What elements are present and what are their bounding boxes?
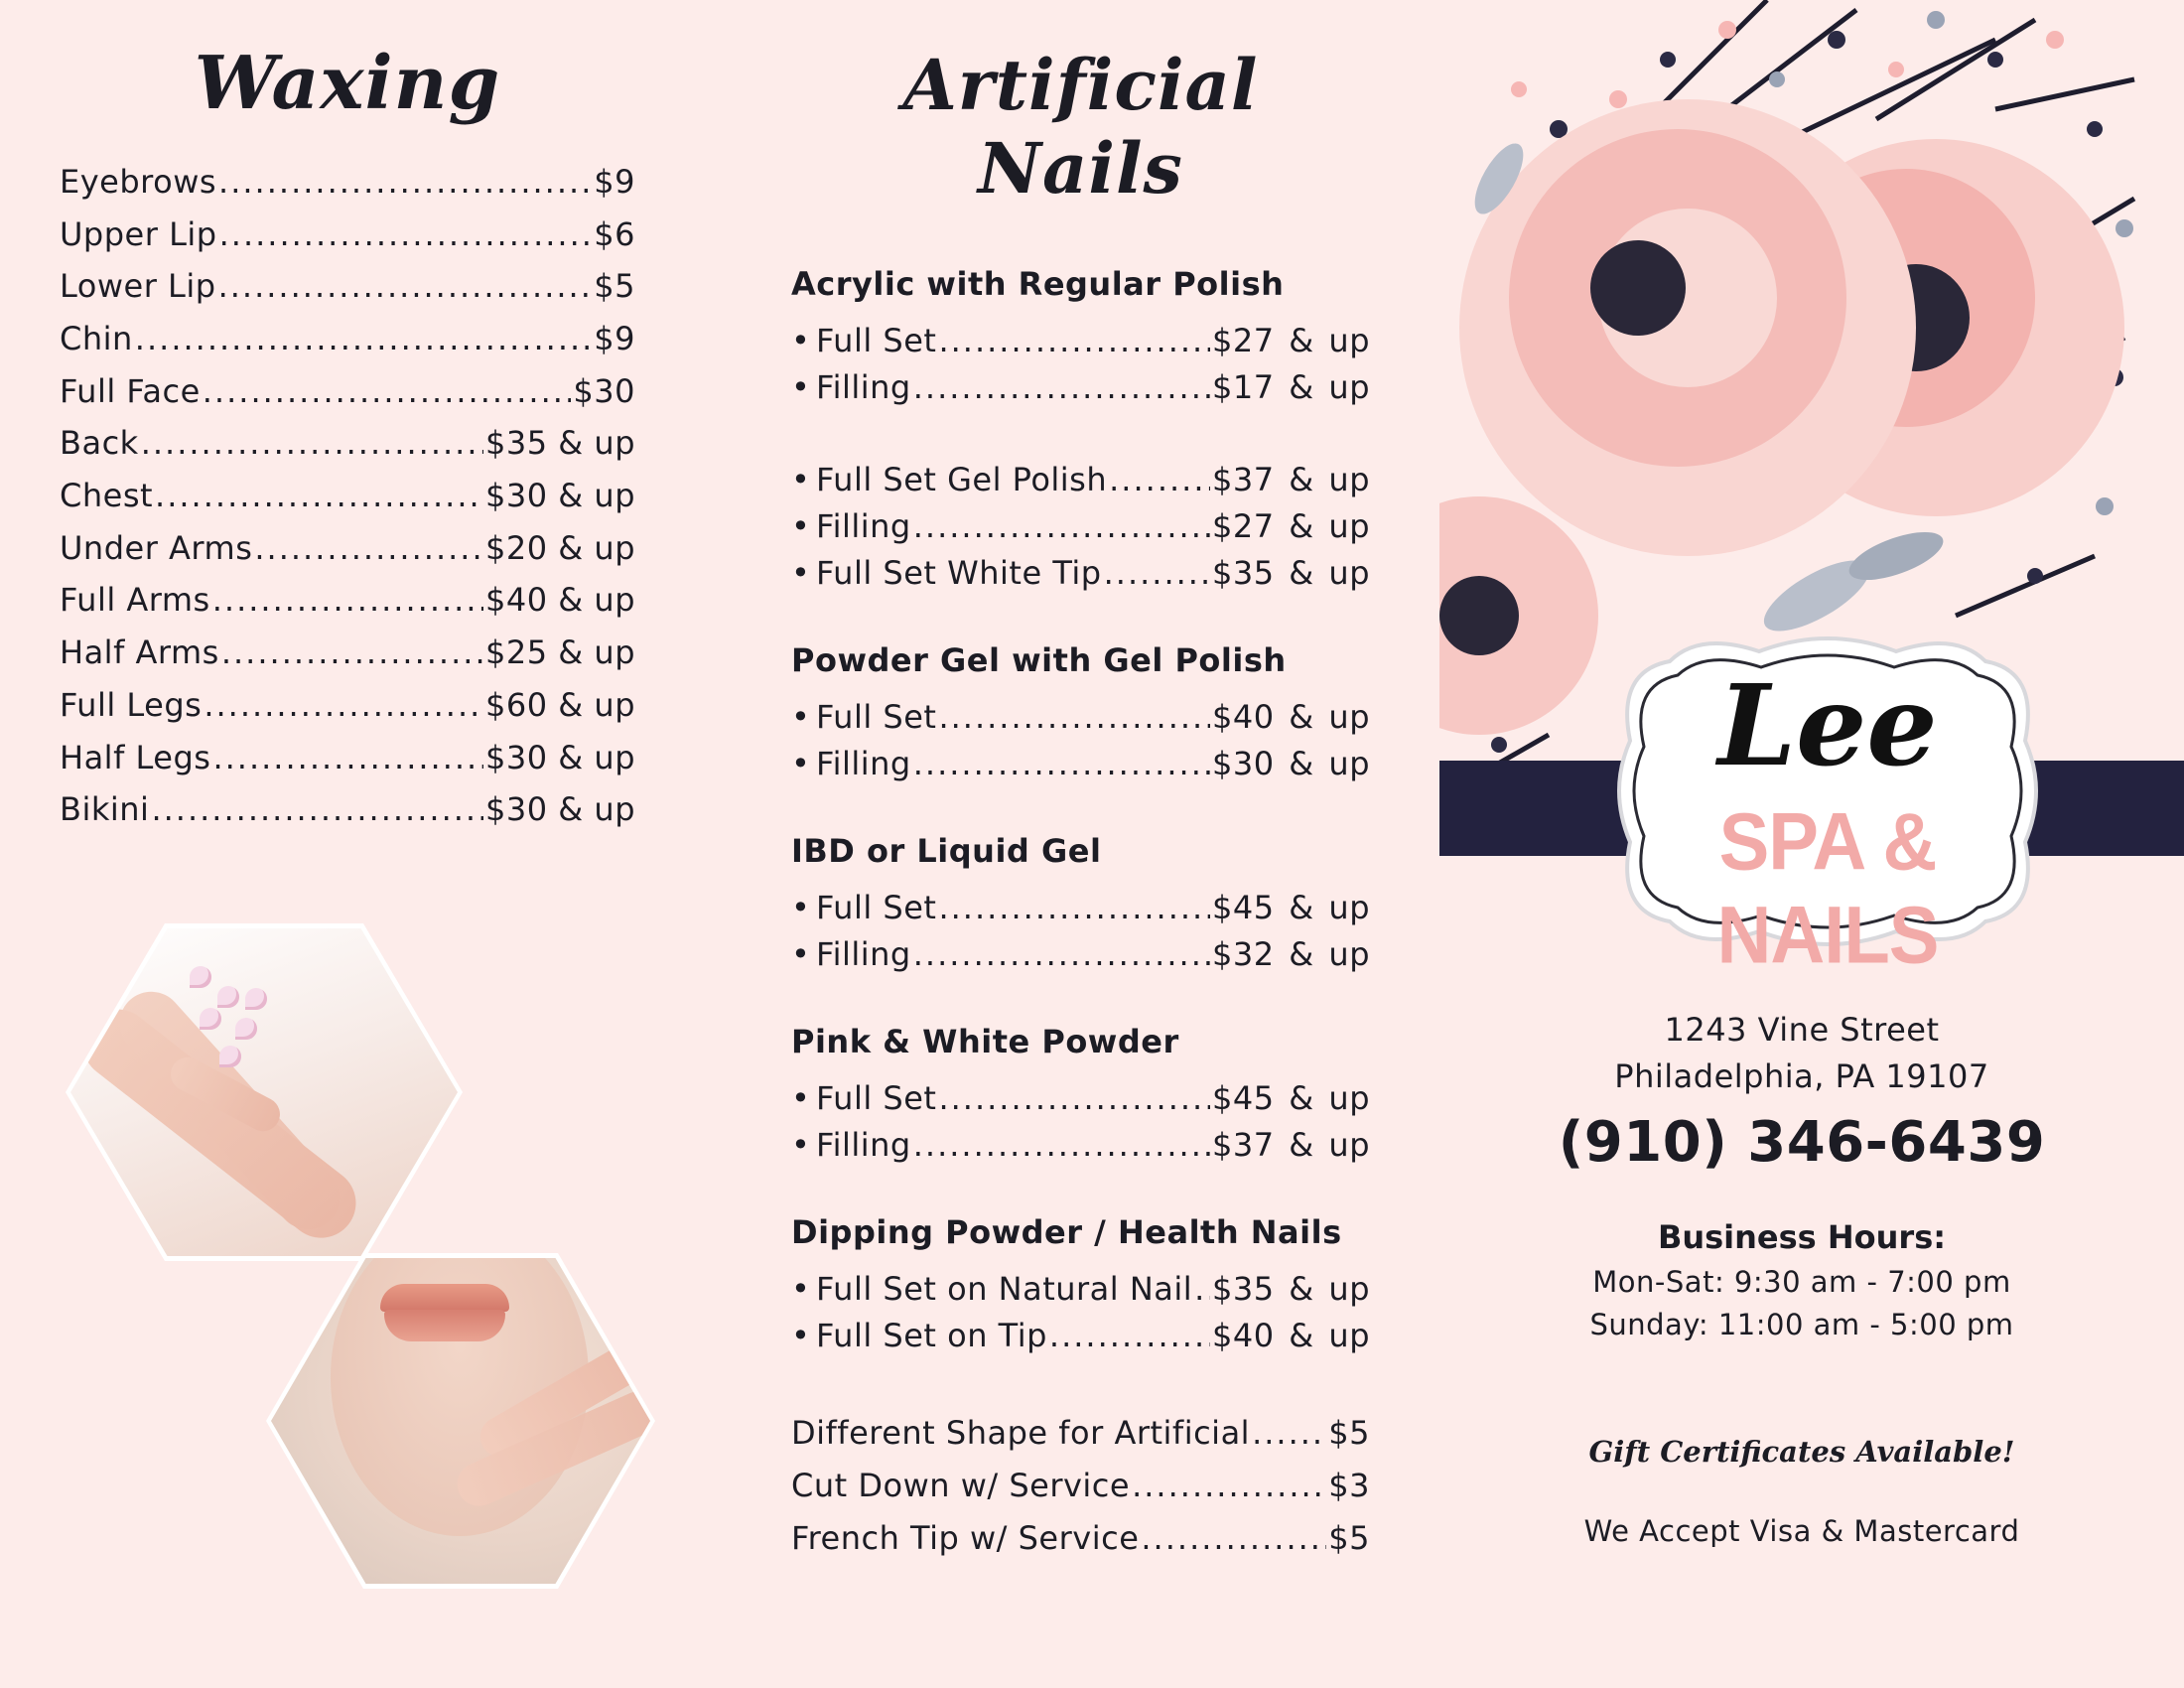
price-row (791, 1313, 1370, 1359)
price-row (791, 1266, 1370, 1313)
service-label: Full Legs (60, 685, 203, 724)
service-label: Half Legs (60, 738, 211, 776)
price-row (60, 732, 635, 784)
orchid-flower (235, 1018, 257, 1040)
photo-frame (271, 1258, 650, 1584)
service-label: Under Arms (60, 528, 253, 567)
price-row (60, 627, 635, 679)
service-label: Different Shape for Artificial (791, 1414, 1251, 1452)
service-label: Filling (816, 935, 911, 973)
flower-center (1590, 240, 1686, 336)
leader-dots (913, 931, 1210, 978)
service-label: Bikini (60, 790, 150, 829)
payment-methods-text: We Accept Visa & Mastercard (1583, 1514, 2020, 1548)
price-row (60, 313, 635, 365)
pink-white-section (791, 1018, 1370, 1169)
leader-dots (913, 1122, 1210, 1169)
photo-frame (70, 928, 458, 1256)
orchid-flower (219, 1046, 241, 1067)
price-row (60, 783, 635, 836)
bullet: • (791, 889, 811, 926)
leader-dots (135, 313, 592, 365)
leader-dots (219, 209, 593, 261)
price-row (791, 931, 1370, 978)
leader-dots (1104, 550, 1210, 597)
dipping-section (791, 1208, 1370, 1359)
waxing-title: Waxing (194, 41, 501, 126)
price-row (60, 522, 635, 575)
service-price: $17 & up (1212, 368, 1370, 406)
service-label: Back (60, 424, 139, 463)
bullet: • (791, 322, 811, 359)
price-row (791, 1512, 1370, 1565)
service-price: $3 (1328, 1467, 1370, 1504)
service-price: $30 (573, 371, 635, 410)
contact-info (1439, 1007, 2164, 1551)
gift-certificates-text: Gift Certificates Available! (1588, 1435, 2015, 1469)
hours-line: Sunday: 11:00 am - 5:00 pm (1589, 1308, 2014, 1341)
branch (1956, 556, 2095, 616)
service-label: Filling (816, 368, 911, 406)
service-label: Full Set Gel Polish (816, 461, 1108, 498)
service-label: Full Set (816, 889, 937, 926)
service-price: $9 (594, 319, 635, 357)
service-label: Full Set (816, 1079, 937, 1117)
service-price: $30 & up (485, 790, 635, 829)
blossom (2087, 121, 2103, 137)
service-price: $35 & up (485, 424, 635, 463)
service-price: $27 & up (1212, 507, 1370, 545)
price-row (791, 694, 1370, 741)
service-label: Upper Lip (60, 214, 217, 253)
blossom (2096, 497, 2114, 515)
service-price: $20 & up (485, 528, 635, 567)
service-label: Full Set on Tip (816, 1317, 1047, 1354)
orchid-flower (245, 988, 267, 1010)
service-label: Full Face (60, 371, 201, 410)
price-row (791, 364, 1370, 411)
service-label: Full Set (816, 322, 937, 359)
service-label: Cut Down w/ Service (791, 1467, 1131, 1504)
leader-dots (1194, 1266, 1210, 1313)
bullet: • (791, 1270, 811, 1308)
blossom (1609, 90, 1627, 108)
branch (1995, 79, 2134, 109)
service-price: $35 & up (1212, 554, 1370, 592)
service-price: $30 & up (485, 738, 635, 776)
logo-spa-nails: SPA & NAILS (1716, 796, 1939, 981)
blossom (1511, 81, 1527, 97)
hours-line: Mon-Sat: 9:30 am - 7:00 pm (1592, 1265, 2011, 1299)
blossom (2116, 219, 2133, 237)
leader-dots (938, 318, 1210, 364)
service-label: Lower Lip (60, 267, 216, 306)
leader-dots (203, 365, 572, 418)
leader-dots (204, 679, 483, 732)
phone-number: (910) 346-6439 (1558, 1110, 2046, 1175)
service-label: Half Arms (60, 633, 219, 672)
legs-orchid-photo (66, 923, 463, 1261)
logo-badge (1610, 632, 2045, 981)
leader-dots (1252, 1407, 1326, 1460)
bullet: • (791, 554, 811, 592)
service-label: French Tip w/ Service (791, 1519, 1140, 1557)
flower-center (1439, 576, 1519, 655)
price-row (60, 156, 635, 209)
service-price: $9 (594, 162, 635, 201)
price-row (60, 365, 635, 418)
price-row (791, 1122, 1370, 1169)
leader-dots (1132, 1460, 1326, 1512)
price-row (60, 679, 635, 732)
leader-dots (212, 574, 483, 627)
service-label: Chin (60, 319, 133, 357)
service-price: $37 & up (1212, 1126, 1370, 1164)
blossom (1769, 71, 1785, 87)
logo-script-text: Lee (1717, 661, 1938, 791)
blossom (2046, 31, 2064, 49)
orchid-flower (200, 1008, 221, 1030)
service-label: Filling (816, 507, 911, 545)
service-label: Filling (816, 1126, 911, 1164)
bullet: • (791, 1126, 811, 1164)
section-heading: Acrylic with Regular Polish (791, 265, 1285, 303)
leader-dots (212, 732, 483, 784)
lower-lip (384, 1310, 505, 1341)
blossom (1491, 737, 1507, 753)
service-price: $35 & up (1212, 1270, 1370, 1308)
service-price: $60 & up (485, 685, 635, 724)
price-row (791, 503, 1370, 550)
address-line-1: 1243 Vine Street (1664, 1011, 1940, 1049)
ibd-section (791, 827, 1370, 978)
price-row (791, 885, 1370, 931)
bullet: • (791, 745, 811, 782)
leader-dots (913, 741, 1210, 787)
bullet: • (791, 1079, 811, 1117)
leader-dots (254, 522, 483, 575)
leader-dots (1141, 1512, 1326, 1565)
price-row (791, 1460, 1370, 1512)
powder-gel-section (791, 636, 1370, 787)
service-label: Full Set on Natural Nail (816, 1270, 1193, 1308)
service-price: $30 & up (485, 477, 635, 515)
price-row (791, 1407, 1370, 1460)
blossom (1987, 52, 2003, 68)
business-hours-title: Business Hours: (1657, 1218, 1947, 1256)
price-row (791, 318, 1370, 364)
waxing-column (60, 40, 635, 836)
artificial-nails-column (791, 44, 1370, 1565)
leader-dots (221, 627, 483, 679)
service-price: $30 & up (1212, 745, 1370, 782)
artificial-nails-title: Artificial Nails (902, 44, 1259, 210)
service-label: Chest (60, 477, 154, 515)
section-heading: Powder Gel with Gel Polish (791, 641, 1287, 679)
leader-dots (151, 783, 483, 836)
leader-dots (141, 417, 483, 470)
service-price: $5 (594, 267, 635, 306)
leader-dots (1109, 457, 1210, 503)
service-price: $45 & up (1212, 889, 1370, 926)
service-price: $40 & up (1212, 1317, 1370, 1354)
poppy-bottom (1439, 496, 1598, 735)
section-heading: IBD or Liquid Gel (791, 832, 1102, 870)
leader-dots (1049, 1313, 1210, 1359)
blossom (1660, 52, 1676, 68)
bullet: • (791, 507, 811, 545)
price-row (60, 209, 635, 261)
poppy-left (1459, 99, 1916, 556)
address-line-2: Philadelphia, PA 19107 (1614, 1057, 1989, 1095)
lips-photo (266, 1253, 655, 1589)
extras-section (791, 1407, 1370, 1565)
bullet: • (791, 935, 811, 973)
blossom (1828, 31, 1845, 49)
leader-dots (218, 260, 593, 313)
price-row (791, 741, 1370, 787)
bullet: • (791, 698, 811, 736)
section-heading: Pink & White Powder (791, 1023, 1179, 1060)
upper-lip (380, 1284, 509, 1312)
bullet: • (791, 461, 811, 498)
price-row (60, 260, 635, 313)
leader-dots (218, 156, 592, 209)
service-label: Full Set (816, 698, 937, 736)
orchid-flower (217, 986, 239, 1008)
leader-dots (938, 1075, 1210, 1122)
service-price: $5 (1328, 1519, 1370, 1557)
bullet: • (791, 368, 811, 406)
section-heading: Dipping Powder / Health Nails (791, 1213, 1342, 1251)
service-label: Full Set White Tip (816, 554, 1102, 592)
price-row (60, 470, 635, 522)
blossom (1888, 62, 1904, 77)
service-label: Filling (816, 745, 911, 782)
leader-dots (155, 470, 483, 522)
brand-column (1439, 0, 2184, 1688)
service-price: $32 & up (1212, 935, 1370, 973)
service-label: Full Arms (60, 581, 210, 620)
blossom (1927, 11, 1945, 29)
orchid-flower (190, 966, 211, 988)
leader-dots (938, 885, 1210, 931)
blossom (2027, 568, 2043, 584)
price-row (791, 1075, 1370, 1122)
service-price: $6 (594, 214, 635, 253)
service-price: $5 (1328, 1414, 1370, 1452)
service-price: $25 & up (485, 633, 635, 672)
acrylic-section (791, 260, 1370, 597)
service-label: Eyebrows (60, 162, 217, 201)
blossom (1718, 21, 1736, 39)
service-price: $27 & up (1212, 322, 1370, 359)
bullet: • (791, 1317, 811, 1354)
leader-dots (913, 364, 1210, 411)
service-price: $45 & up (1212, 1079, 1370, 1117)
service-price: $40 & up (485, 581, 635, 620)
service-price: $40 & up (1212, 698, 1370, 736)
leader-dots (913, 503, 1210, 550)
price-row (60, 417, 635, 470)
service-price: $37 & up (1212, 461, 1370, 498)
leader-dots (938, 694, 1210, 741)
waxing-price-list (60, 156, 635, 836)
price-row (791, 550, 1370, 597)
price-row (60, 574, 635, 627)
price-row (791, 457, 1370, 503)
